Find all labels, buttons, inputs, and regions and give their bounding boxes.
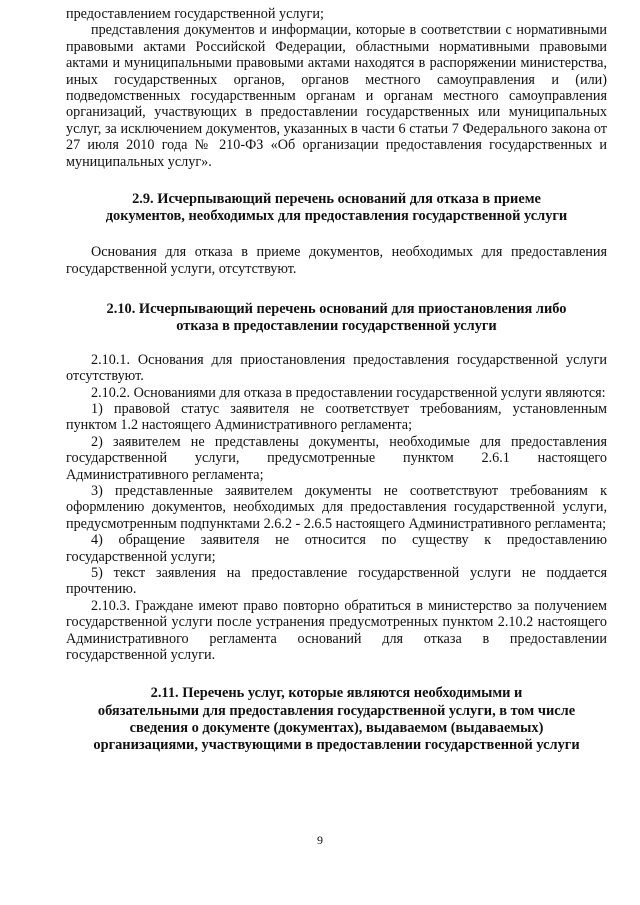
intro-paragraph: представления документов и информации, которые в соответствии с нормативными правовыми актами Российской Федерации, областными нормативными правовыми актами и муниципальными правовыми актами находятся в распоряжении министерства, иных государственных органов, органов местного самоуправления и (или) подведомственных государственным органам и органам местного самоуправления организаций, участвующих в предоставлении государственных или муниципальных услуг, за исключением документов, указанных в части 6 статьи 7 Федерального закона от 27 июля 2010 года № 210-ФЗ «Об организации предоставления государственных и муниципальных услуг». xyxy=(66,22,607,170)
section-2-9-heading xyxy=(66,191,607,225)
heading-line: организациями, участвующими в предоставлении государственной услуги xyxy=(93,737,580,754)
section-2-10-heading xyxy=(66,301,607,335)
paragraph-2-10-2: 2.10.2. Основаниями для отказа в предоставлении государственной услуги являются: xyxy=(91,384,606,401)
section-2-11-heading xyxy=(66,685,607,754)
section-2-9-text: Основания для отказа в приеме документов, необходимых для предоставления государственной услуги, отсутствуют. xyxy=(66,244,607,277)
refusal-item-5: 5) текст заявления на предоставление государственной услуги не поддается прочтению. xyxy=(66,564,607,598)
heading-line: отказа в предоставлении государственной услуги xyxy=(176,318,497,335)
refusal-item-3: 3) представленные заявителем документы не соответствуют требованиям к оформлению документов, необходимых для предоставления государственной услуги, предусмотренным подпунктами 2.6.2 - 2.6.5 настоящего Административного регламента; xyxy=(66,482,607,532)
refusal-item-2: 2) заявителем не представлены документы, необходимые для предоставления государственной услуги, предусмотренные пунктом 2.6.1 настоящего Административного регламента; xyxy=(66,433,607,483)
paragraph-2-10-1: 2.10.1. Основания для приостановления предоставления государственной услуги отсутствуют. xyxy=(66,351,607,385)
heading-line: сведения о документе (документах), выдаваемом (выдаваемых) xyxy=(129,719,544,736)
refusal-item-1: 1) правовой статус заявителя не соответствует требованиям, установленным пунктом 1.2 настоящего Административного регламента; xyxy=(66,400,607,434)
heading-line: документов, необходимых для предоставления государственной услуги xyxy=(105,208,568,225)
page-number: 9 xyxy=(317,833,323,847)
heading-line: обязательными для предоставления государственной услуги, в том числе xyxy=(97,702,576,719)
heading-line: 2.10. Исчерпывающий перечень оснований для приостановления либо xyxy=(106,301,567,318)
intro-line: предоставлением государственной услуги; xyxy=(66,6,324,22)
refusal-item-4: 4) обращение заявителя не относится по существу к предоставлению государственной услуги; xyxy=(66,532,607,565)
paragraph-2-10-3: 2.10.3. Граждане имеют право повторно обратиться в министерство за получением государственной услуги после устранения предусмотренных пунктом 2.10.2 настоящего Административного регламента оснований для отказа в предоставлении государственной услуги. xyxy=(66,597,607,663)
heading-line: 2.11. Перечень услуг, которые являются необходимыми и xyxy=(150,685,523,702)
heading-line: 2.9. Исчерпывающий перечень оснований для отказа в приеме xyxy=(132,191,541,208)
page-content xyxy=(66,6,607,754)
